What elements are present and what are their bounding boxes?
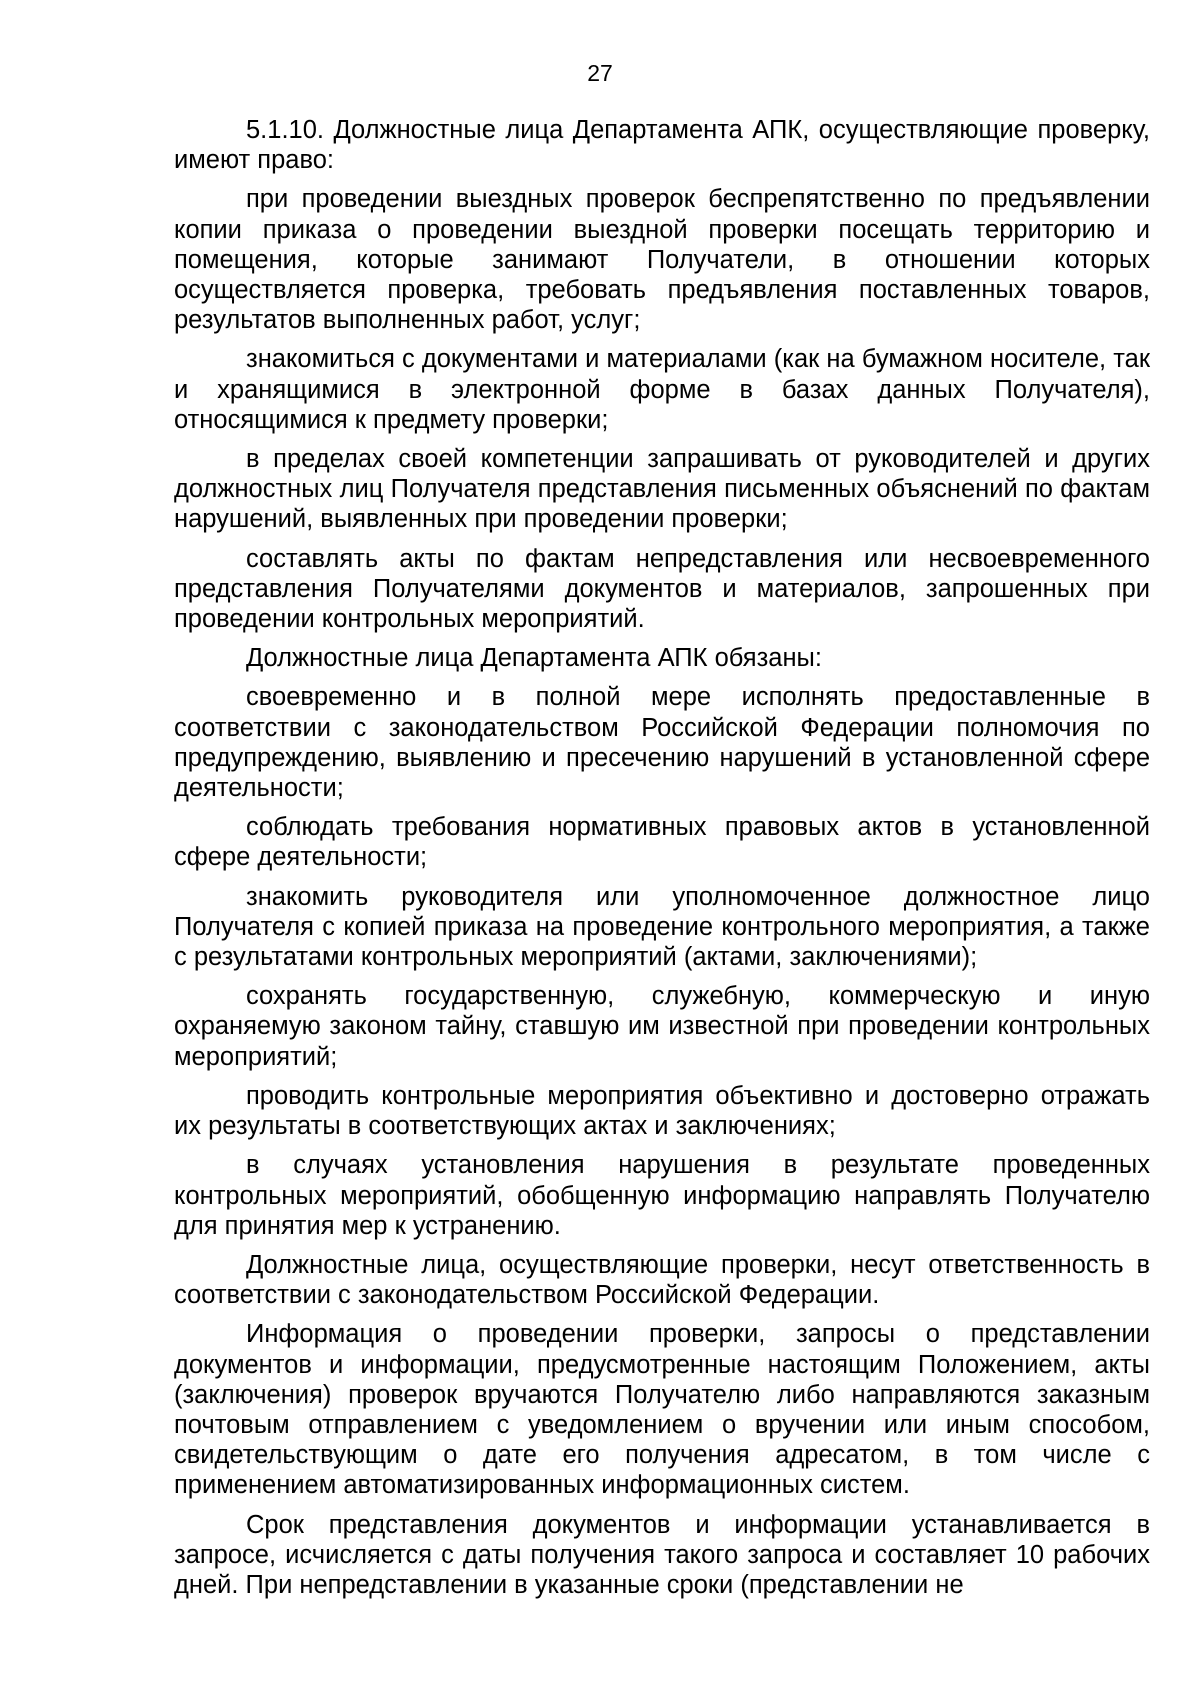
- document-body: [174, 115, 1150, 1609]
- paragraph-right-review-documents: знакомиться с документами и материалами (как на бумажном носителе, так и хранящимися в электронной форме в базах данных Получателя), относящимися к предмету проверки;: [174, 345, 1150, 434]
- paragraph-submission-deadline: Срок представления документов и информации устанавливается в запросе, исчисляется с даты получения такого запроса и составляет 10 рабочих дней. При непредставлении в указанные сроки (представлении не: [174, 1510, 1150, 1599]
- paragraph-duty-send-information: в случаях установления нарушения в результате проведенных контрольных мероприятий, обобщенную информацию направлять Получателю для принятия мер к устранению.: [174, 1151, 1150, 1240]
- page-number: 27: [587, 60, 613, 86]
- paragraph-duty-keep-secrets: сохранять государственную, служебную, коммерческую и иную охраняемую законом тайну, ставшую им известной при проведении контрольных мероприятий;: [174, 982, 1150, 1071]
- paragraph-right-draw-acts: составлять акты по фактам непредставления или несвоевременного представления Получателями документов и материалов, запрошенных при проведении контрольных мероприятий.: [174, 544, 1150, 634]
- paragraph-right-field-inspections: при проведении выездных проверок беспрепятственно по предъявлении копии приказа о проведении выездной проверки посещать территорию и помещения, которые занимают Получатели, в отношении которых осуществляется проверка, требовать предъявления поставленных товаров, результатов выполненных работ, услуг;: [174, 185, 1150, 335]
- paragraph-duties-heading: Должностные лица Департамента АПК обязаны:: [246, 644, 822, 673]
- paragraph-duty-acquaint-head: знакомить руководителя или уполномоченное должностное лицо Получателя с копией приказа на проведение контрольного мероприятия, а также с результатами контрольных мероприятий (актами, заключениями);: [174, 882, 1150, 972]
- paragraph-right-request-explanations: в пределах своей компетенции запрашивать от руководителей и других должностных лиц Получателя представления письменных объяснений по фактам нарушений, выявленных при проведении проверки;: [174, 445, 1150, 534]
- paragraph-duty-exercise-powers: своевременно и в полной мере исполнять предоставленные в соответствии с законодательством Российской Федерации полномочия по предупреждению, выявлению и пресечению нарушений в установленной сфере деятельности;: [174, 683, 1150, 803]
- paragraph-delivery-of-documents: Информация о проведении проверки, запросы о представлении документов и информации, предусмотренные настоящим Положением, акты (заключения) проверок вручаются Получателю либо направляются заказным почтовым отправлением с уведомлением о вручении или иным способом, свидетельствующим о дате его получения адресатом, в том числе с применением автоматизированных информационных систем.: [174, 1320, 1150, 1500]
- paragraph-duty-objective-conduct: проводить контрольные мероприятия объективно и достоверно отражать их результаты в соответствующих актах и заключениях;: [174, 1081, 1150, 1141]
- paragraph-duty-comply-regulations: соблюдать требования нормативных правовых актов в установленной сфере деятельности;: [174, 813, 1150, 872]
- paragraph-5-1-10: 5.1.10. Должностные лица Департамента АПК, осуществляющие проверку, имеют право:: [174, 116, 1150, 175]
- paragraph-responsibility: Должностные лица, осуществляющие проверки, несут ответственность в соответствии с законодательством Российской Федерации.: [174, 1250, 1150, 1310]
